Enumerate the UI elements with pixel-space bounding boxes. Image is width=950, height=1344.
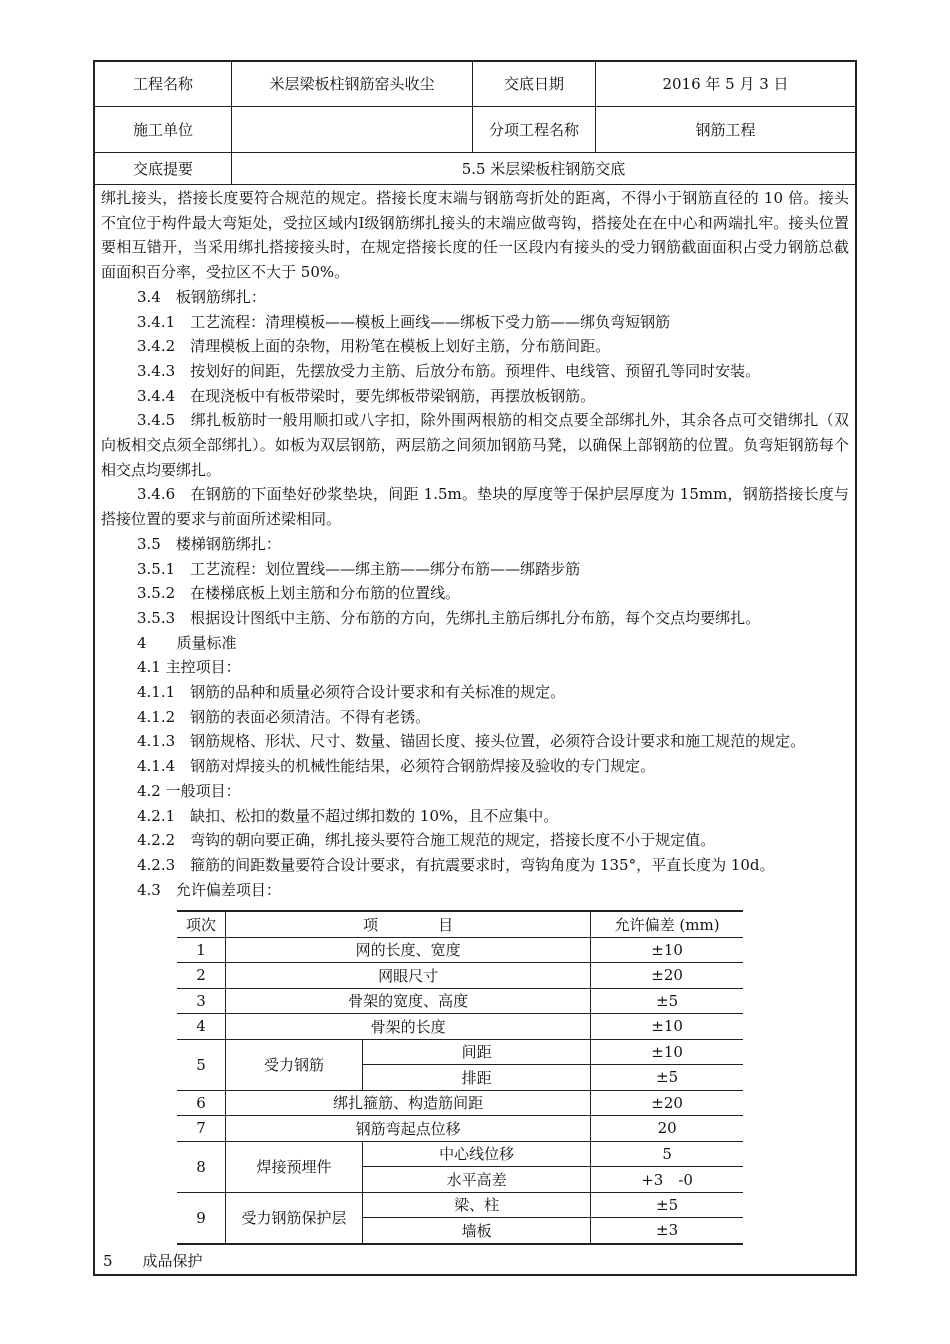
table-row	[177, 1014, 743, 1040]
section-4-2-3: 4.2.3 箍筋的间距数量要符合设计要求，有抗震要求时，弯钩角度为 135°，平直长度为 10d。	[137, 855, 775, 874]
section-5: 5 成品保护	[103, 1252, 203, 1270]
row-deviation: ±5	[591, 1192, 743, 1218]
row-deviation: 20	[591, 1116, 743, 1142]
row-no: 4	[177, 1014, 226, 1040]
row-deviation: ±5	[591, 988, 743, 1014]
section-4-1: 4.1 主控项目：	[137, 658, 241, 677]
row-item: 钢筋弯起点位移	[226, 1116, 591, 1142]
table-row	[177, 937, 743, 963]
row-item: 骨架的长度	[226, 1014, 591, 1040]
summary-value: 5.5 米层梁板柱钢筋交底	[232, 152, 856, 184]
table-row	[177, 1039, 743, 1065]
deviation-table	[177, 910, 743, 1245]
section-3-5-1: 3.5.1 工艺流程：划位置线——绑主筋——绑分布筋——绑踏步筋	[137, 559, 581, 578]
row-deviation: ±20	[591, 1090, 743, 1116]
row-item: 骨架的宽度、高度	[226, 988, 591, 1014]
unit-value	[232, 106, 473, 152]
section-3-4: 3.4 板钢筋绑扎：	[137, 287, 266, 306]
row-item: 受力钢筋	[226, 1039, 363, 1090]
section-3-4-1: 3.4.1 工艺流程：清理模板——模板上画线——绑板下受力筋——绑负弯短钢筋	[137, 312, 671, 331]
header-table	[95, 62, 855, 185]
row-item: 网的长度、宽度	[226, 937, 591, 963]
row-item: 焊接预埋件	[226, 1141, 363, 1192]
table-row	[177, 1090, 743, 1116]
section-3-4-6: 3.4.6 在钢筋的下面垫好砂浆垫块，间距 1.5m。垫块的厚度等于保护层厚度为 15mm，钢筋搭接长度与搭接位置的要求与前面所述梁相同。	[101, 485, 849, 529]
row-deviation: 5	[591, 1141, 743, 1167]
sub-project-label: 分项工程名称	[473, 106, 596, 152]
row-deviation: ±10	[591, 1014, 743, 1040]
section-3-5-2: 3.5.2 在楼梯底板上划主筋和分布筋的位置线。	[137, 584, 461, 603]
row-no: 8	[177, 1141, 226, 1192]
row-item: 网眼尺寸	[226, 963, 591, 989]
table-row	[177, 988, 743, 1014]
body-text	[101, 186, 849, 902]
document-frame	[93, 60, 857, 1276]
unit-label: 施工单位	[95, 106, 232, 152]
section-3-4-4: 3.4.4 在现浇板中有板带梁时，要先绑板带梁钢筋，再摆放板钢筋。	[137, 386, 596, 405]
paragraph-lap-joint: 绑扎接头，搭接长度要符合规范的规定。搭接长度末端与钢筋弯折处的距离，不得小于钢筋直径的 10 倍。接头不宜位于构件最大弯矩处，受拉区域内Ⅰ级钢筋绑扎接头的末端应做弯钩，搭接处在在中心和两端扎牢。接头位置要相互错开，当采用绑扎搭接接头时，在规定搭接长度的任一区段内有接头的受力钢筋截面面积占受力钢筋总截面面积百分率，受拉区不大于 50%。	[101, 189, 849, 282]
row-no: 1	[177, 937, 226, 963]
section-3-5: 3.5 楼梯钢筋绑扎：	[137, 534, 281, 553]
date-value: 2016 年 5 月 3 日	[596, 62, 856, 106]
section-4-2: 4.2 一般项目：	[137, 781, 241, 800]
row-deviation: ±20	[591, 963, 743, 989]
row-deviation: ±10	[591, 937, 743, 963]
row-no: 5	[177, 1039, 226, 1090]
row-no: 3	[177, 988, 226, 1014]
row-item: 绑扎箍筋、构造筋间距	[226, 1090, 591, 1116]
table-row	[177, 1116, 743, 1142]
section-3-4-3: 3.4.3 按划好的间距，先摆放受力主筋、后放分布筋。预埋件、电线管、预留孔等同时安装。	[137, 361, 761, 380]
row-item: 受力钢筋保护层	[226, 1192, 363, 1244]
section-4: 4 质量标准	[137, 633, 237, 652]
row-deviation: ±3	[591, 1218, 743, 1244]
date-label: 交底日期	[473, 62, 596, 106]
section-3-4-2: 3.4.2 清理模板上面的杂物，用粉笔在模板上划好主筋，分布筋间距。	[137, 337, 611, 356]
section-4-3: 4.3 允许偏差项目：	[137, 880, 281, 899]
row-deviation: ±5	[591, 1065, 743, 1091]
table-row	[177, 963, 743, 989]
row-subitem: 墙板	[363, 1218, 591, 1244]
row-no: 9	[177, 1192, 226, 1244]
section-4-1-4: 4.1.4 钢筋对焊接头的机械性能结果，必须符合钢筋焊接及验收的专门规定。	[137, 757, 656, 776]
row-no: 6	[177, 1090, 226, 1116]
project-name-value: 米层梁板柱钢筋窑头收尘	[232, 62, 473, 106]
summary-label: 交底提要	[95, 152, 232, 184]
section-4-1-1: 4.1.1 钢筋的品种和质量必须符合设计要求和有关标准的规定。	[137, 683, 566, 702]
section-4-2-1: 4.2.1 缺扣、松扣的数量不超过绑扣数的 10%，且不应集中。	[137, 806, 559, 825]
row-deviation: ±10	[591, 1039, 743, 1065]
section-3-4-5: 3.4.5 绑扎板筋时一般用顺扣或八字扣，除外围两根筋的相交点要全部绑扎外，其余各点可交错绑扎（双向板相交点须全部绑扎）。如板为双层钢筋，两层筋之间须加钢筋马凳，以确保上部钢筋的位置。负弯矩钢筋每个相交点均要绑扎。	[101, 411, 849, 479]
project-name-label: 工程名称	[95, 62, 232, 106]
row-subitem: 梁、柱	[363, 1192, 591, 1218]
section-4-1-3: 4.1.3 钢筋规格、形状、尺寸、数量、锚固长度、接头位置，必须符合设计要求和施工规范的规定。	[137, 732, 806, 751]
section-4-1-2: 4.1.2 钢筋的表面必须清洁。不得有老锈。	[137, 707, 431, 726]
sub-project-value: 钢筋工程	[596, 106, 856, 152]
col-header-deviation: 允许偏差 (mm)	[591, 911, 743, 937]
row-subitem: 中心线位移	[363, 1141, 591, 1167]
section-3-5-3: 3.5.3 根据设计图纸中主筋、分布筋的方向，先绑扎主筋后绑扎分布筋，每个交点均要绑扎。	[137, 608, 761, 627]
col-header-no: 项次	[177, 911, 226, 937]
row-no: 2	[177, 963, 226, 989]
row-subitem: 排距	[363, 1065, 591, 1091]
col-header-item: 项 目	[226, 911, 591, 937]
table-row	[177, 1141, 743, 1167]
row-subitem: 间距	[363, 1039, 591, 1065]
section-4-2-2: 4.2.2 弯钩的朝向要正确，绑扎接头要符合施工规范的规定，搭接长度不小于规定值。	[137, 831, 716, 850]
table-row	[177, 1192, 743, 1218]
row-subitem: 水平高差	[363, 1167, 591, 1193]
row-no: 7	[177, 1116, 226, 1142]
row-deviation: +3 -0	[591, 1167, 743, 1193]
